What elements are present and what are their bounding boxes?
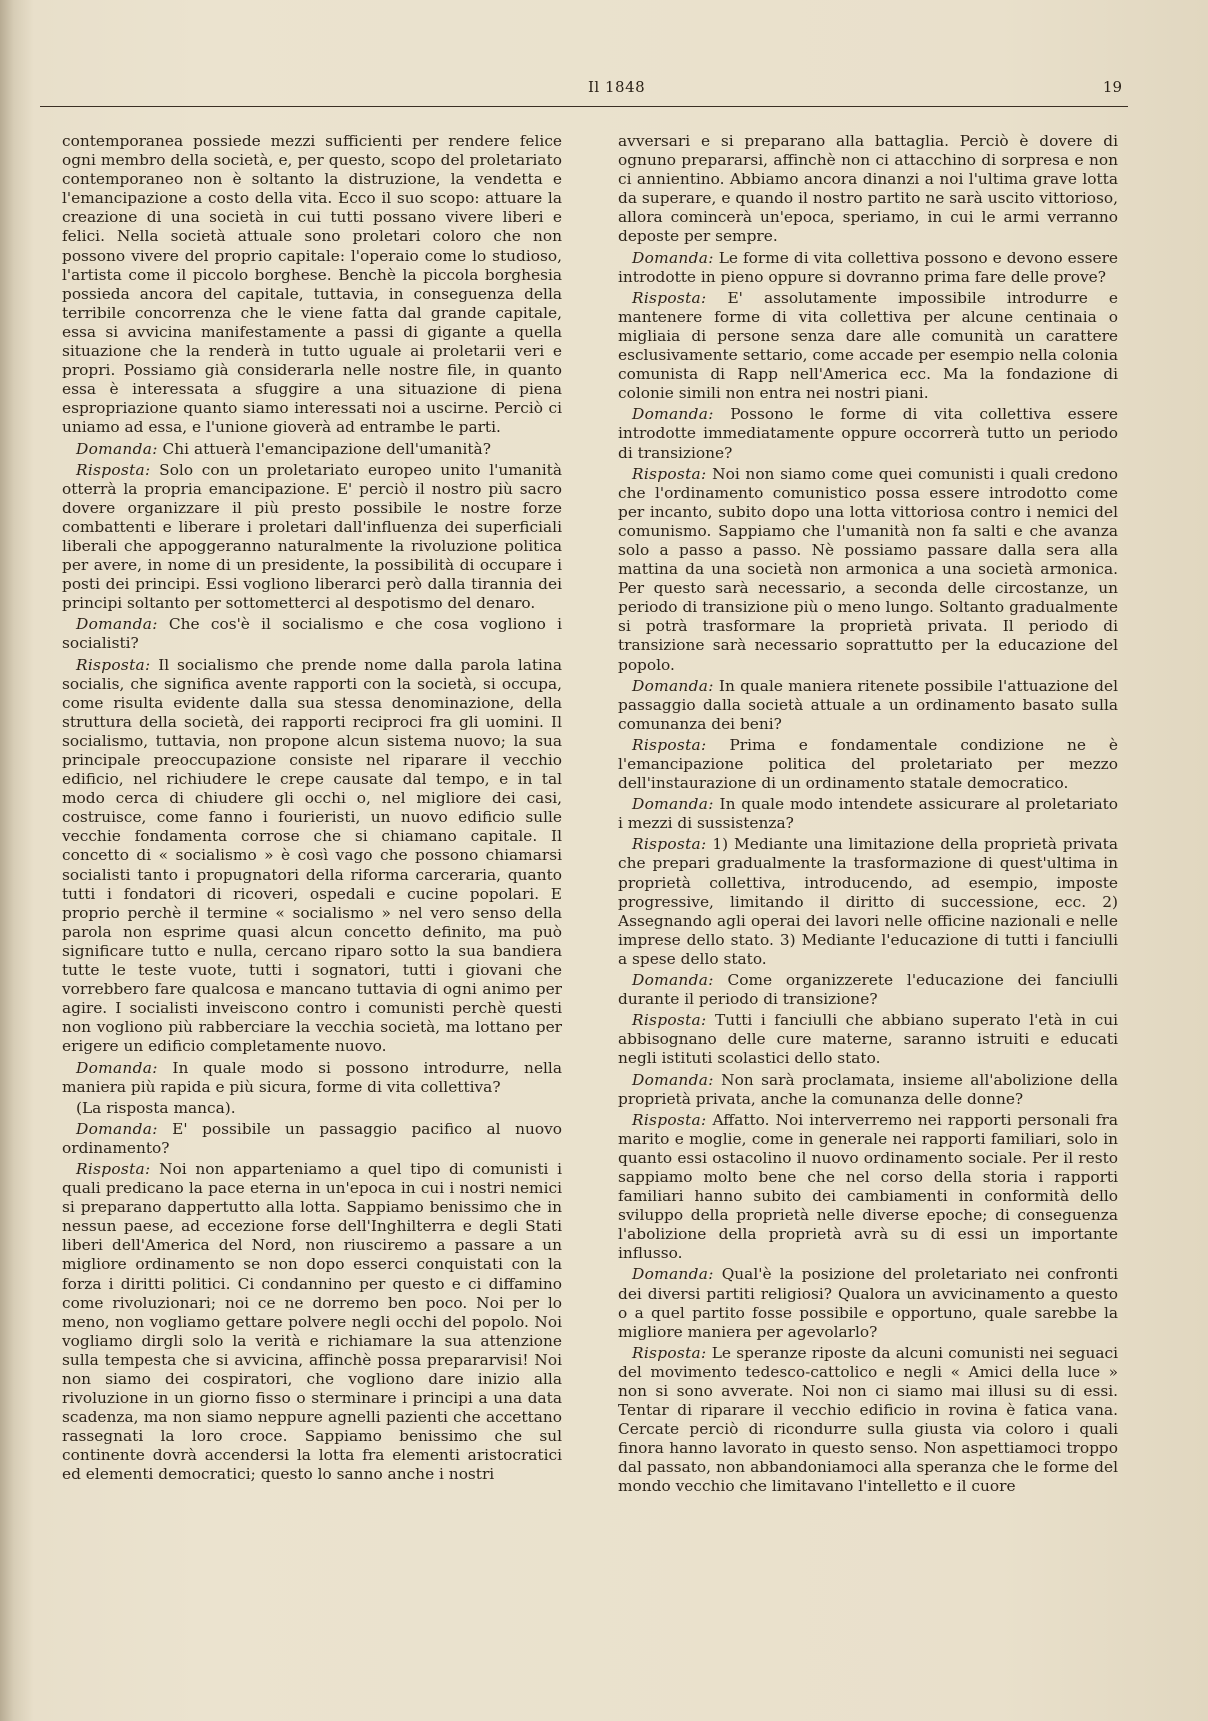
right-column bbox=[618, 132, 1118, 1499]
answer-paragraph: Risposta: Il socialismo che prende nome dalla parola latina socialis, che significa avente rapporti con la società, si occupa, come risulta evidente dalla sua stessa denominazione, della struttura della società, dei rapporti reciproci fra gli uomini. Il socialismo, tuttavia, non propone alcun sistema nuovo; la sua principale preoccupazione consiste nel riparare il vecchio edificio, nel richiudere le crepe causate dal tempo, e in tal modo cerca di chiudere gli occhi o, nel migliore dei casi, costruisce, come fanno i fourieristi, un nuovo edificio sulle vecchie fondamenta corrose che si chiamano capitale. Il concetto di « socialismo » è così vago che possono chiamarsi socialisti tanto i propugnatori della riforma carceraria, quanto tutti i fondatori di ricoveri, ospedali e cucine popolari. E proprio perchè il termine « socialismo » nel vero senso della parola non esprime quasi alcun concetto definito, ma può significare tutto e nulla, cercano riparo sotto la sua bandiera tutte le teste vuote, tutti i sognatori, tutti i giovani che vorrebbero fare qualcosa e mancano tuttavia di ogni animo per agire. I socialisti inveiscono contro i comunisti perchè questi non vogliono più rabberciare la vecchia società, ma lottano per erigere un edificio completamente nuovo. bbox=[62, 655, 562, 1056]
question-paragraph: Domanda: E' possibile un passaggio pacifico al nuovo ordinamento? bbox=[62, 1119, 562, 1157]
left-column bbox=[62, 132, 562, 1487]
answer-paragraph: Risposta: 1) Mediante una limitazione della proprietà privata che prepari gradualmente la trasformazione di quest'ultima in proprietà collettiva, introducendo, ad esempio, imposte progressive, limitando il diritto di successione, ecc. 2) Assegnando agli operai dei lavori nelle officine nazionali e nelle imprese dello stato. 3) Mediante l'educazione di tutti i fanciulli a spese dello stato. bbox=[618, 835, 1118, 968]
question-paragraph: Domanda: Non sarà proclamata, insieme all'abolizione della proprietà privata, anche la comunanza delle donne? bbox=[618, 1070, 1118, 1108]
question-paragraph: Domanda: In quale modo si possono introdurre, nella maniera più rapida e più sicura, forme di vita collettiva? bbox=[62, 1058, 562, 1096]
answer-paragraph: Risposta: Le speranze riposte da alcuni comunisti nei seguaci del movimento tedesco-cattolico e negli « Amici della luce » non si sono avverate. Noi non ci siamo mai illusi su di essi. Tentar di riparare il vecchio edificio in rovina è fatica vana. Cercate perciò di ricondurre sulla giusta via coloro i quali finora hanno lavorato in questo senso. Non aspettiamoci troppo dal passato, non abbandoniamoci alla speranza che le forme del mondo vecchio che limitavano l'intelletto e il cuore bbox=[618, 1343, 1118, 1496]
question-paragraph: Domanda: Qual'è la posizione del proletariato nei confronti dei diversi partiti religiosi? Qualora un avvicinamento a questo o a quel partito fosse possibile e opportuno, quale sarebbe la migliore maniera per agevolarlo? bbox=[618, 1265, 1118, 1341]
question-paragraph: Domanda: Che cos'è il socialismo e che cosa vogliono i socialisti? bbox=[62, 615, 562, 653]
note-paragraph: (La risposta manca). bbox=[76, 1098, 236, 1117]
question-paragraph: Domanda: Chi attuerà l'emancipazione dell'umanità? bbox=[76, 439, 491, 458]
answer-paragraph: Risposta: Prima e fondamentale condizione ne è l'emancipazione politica del proletariato per mezzo dell'instaurazione di un ordinamento statale democratico. bbox=[618, 735, 1118, 793]
question-paragraph: Domanda: In quale modo intendete assicurare al proletariato i mezzi di sussistenza? bbox=[618, 795, 1118, 833]
answer-paragraph: Risposta: E' assolutamente impossibile introdurre e mantenere forme di vita collettiva per alcune centinaia o migliaia di persone senza dare alle comunità un carattere esclusivamente settario, come accade per esempio nella colonia comunista di Rapp nell'America ecc. Ma la fondazione di colonie simili non entra nei nostri piani. bbox=[618, 288, 1118, 403]
answer-paragraph: Risposta: Tutti i fanciulli che abbiano superato l'età in cui abbisognano delle cure materne, saranno istruiti e educati negli istituti scolastici dello stato. bbox=[618, 1011, 1118, 1068]
answer-paragraph: Risposta: Solo con un proletariato europeo unito l'umanità otterrà la propria emancipazione. E' perciò il nostro più sacro dovere organizzare il più presto possibile le nostre forze combattenti e liberare i proletari dall'influenza dei superficiali liberali che appoggeranno naturalmente la rivoluzione politica per avere, in nome di un presidente, la possibilità di occupare i posti dei principi. Essi vogliono liberarci però dalla tirannia dei principi soltanto per sottometterci al despotismo del denaro. bbox=[62, 460, 562, 613]
page-header bbox=[40, 78, 1128, 107]
answer-paragraph: Risposta: Affatto. Noi interverremo nei rapporti personali fra marito e moglie, come in generale nei rapporti familiari, solo in quanto essi ostacolino il nuovo ordinamento sociale. Per il resto sappiamo molto bene che nel corso della storia i rapporti familiari hanno subito dei cambiamenti in conformità dello sviluppo della proprietà nelle diverse epoche; di conseguenza l'abolizione della proprietà avrà su di essi un importante influsso. bbox=[618, 1110, 1118, 1263]
paragraph: contemporanea possiede mezzi sufficienti per rendere felice ogni membro della società, e, per questo, scopo del proletariato contemporaneo non è soltanto la distruzione, la vendetta e l'emancipazione a costo della vita. Ecco il suo scopo: attuare la creazione di una società in cui tutti possano vivere liberi e felici. Nella società attuale sono proletari coloro che non possono vivere del proprio capitale: l'operaio come lo studioso, l'artista come il piccolo borghese. Benchè la piccola borghesia possieda ancora del capitale, tuttavia, in conseguenza della terribile concorrenza che le viene fatta dal grande capitale, essa si avvicina manifestamente a passi di gigante a quella situazione che la renderà in tutto uguale ai proletarii veri e propri. Possiamo già considerarla nelle nostre file, in quanto essa è interessata a sfuggire a una situazione di piena espropriazione quanto siamo interessati noi a uscirne. Perciò ci uniamo ad essa, e l'unione gioverà ad entrambe le parti. bbox=[62, 132, 562, 437]
paragraph: avversari e si preparano alla battaglia. Perciò è dovere di ognuno prepararsi, affinchè non ci attacchino di sorpresa e non ci annientino. Abbiamo ancora dinanzi a noi l'ultima grave lotta da superare, e quando il nostro partito ne sarà uscito vittorioso, allora comincerà un'epoca, speriamo, in cui le armi verranno deposte per sempre. bbox=[618, 132, 1118, 246]
answer-paragraph: Risposta: Noi non siamo come quei comunisti i quali credono che l'ordinamento comunistico possa essere introdotto come per incanto, subito dopo una lotta vittoriosa contro i nemici del comunismo. Sappiamo che l'umanità non fa salti e che avanza solo a passo a passo. Nè possiamo passare dalla sera alla mattina da una società non armonica a una società armonica. Per questo sarà necessario, a seconda delle circostanze, un periodo di transizione più o meno lungo. Soltanto gradualmente si potrà trasformare la proprietà privata. Il periodo di transizione sarà necessario soprattutto per la educazione del popolo. bbox=[618, 464, 1118, 674]
question-paragraph: Domanda: Le forme di vita collettiva possono e devono essere introdotte in pieno oppure si dovranno prima fare delle prove? bbox=[618, 248, 1118, 286]
running-title: Il 1848 bbox=[588, 78, 646, 96]
answer-paragraph: Risposta: Noi non apparteniamo a quel tipo di comunisti i quali predicano la pace eterna in un'epoca in cui i nostri nemici si preparano dappertutto alla lotta. Sappiamo benissimo che in nessun paese, ad eccezione forse dell'Inghilterra e degli Stati liberi dell'America del Nord, non riusciremo a passare a un migliore ordinamento se non dopo esserci conquistati con la forza i diritti politici. Ci condannino per questo e ci diffamino come rivoluzionari; noi ce ne dorremo ben poco. Noi per lo meno, non vogliamo gettare polvere negli occhi del popolo. Noi vogliamo dirgli solo la verità e richiamare la sua attenzione sulla tempesta che si avvicina, affinchè possa prepararvisi! Noi non siamo dei cospiratori, che vogliono dare inizio alla rivoluzione in un giorno fisso o sterminare i principi a una data scadenza, ma non siamo neppure agnelli pazienti che accettano rassegnati la loro croce. Sappiamo benissimo che sul continente dovrà accendersi la lotta fra elementi aristocratici ed elementi democratici; questo lo sanno anche i nostri bbox=[62, 1159, 562, 1484]
question-paragraph: Domanda: Come organizzerete l'educazione dei fanciulli durante il periodo di transizione? bbox=[618, 971, 1118, 1009]
page-number: 19 bbox=[1102, 78, 1122, 96]
question-paragraph: Domanda: In quale maniera ritenete possibile l'attuazione del passaggio dalla società attuale a un ordinamento basato sulla comunanza dei beni? bbox=[618, 676, 1118, 733]
question-paragraph: Domanda: Possono le forme di vita collettiva essere introdotte immediatamente oppure occorrerà tutto un periodo di transizione? bbox=[618, 405, 1118, 462]
